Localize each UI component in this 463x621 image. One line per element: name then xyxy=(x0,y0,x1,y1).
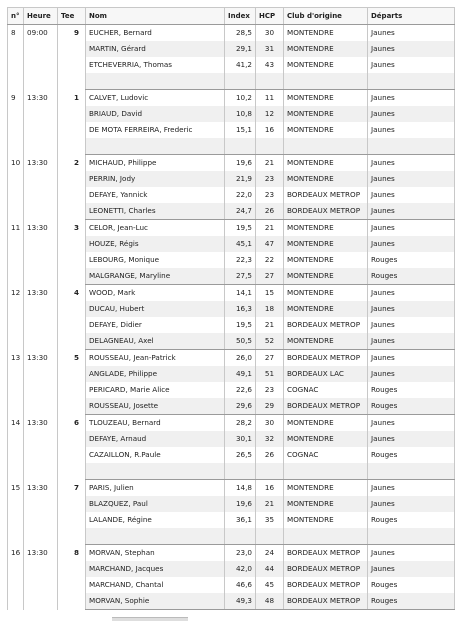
table-row[interactable] xyxy=(8,545,455,562)
player-departure: Rouges xyxy=(368,593,455,610)
player-index: 19,5 xyxy=(225,317,256,333)
player-club: COGNAC xyxy=(284,382,368,398)
tee-number: 1 xyxy=(58,90,86,155)
player-hcp: 35 xyxy=(256,512,284,528)
player-departure: Jaunes xyxy=(368,480,455,497)
col-header-heure[interactable]: Heure xyxy=(24,8,58,25)
start-time: 13:30 xyxy=(24,155,58,220)
player-departure: Jaunes xyxy=(368,333,455,350)
player-hcp: 11 xyxy=(256,90,284,107)
player-club: MONTENDRE xyxy=(284,301,368,317)
player-index: 42,0 xyxy=(225,561,256,577)
player-departure: Jaunes xyxy=(368,301,455,317)
player-name: BRIAUD, David xyxy=(86,106,225,122)
player-index: 22,0 xyxy=(225,187,256,203)
player-departure: Jaunes xyxy=(368,236,455,252)
player-club: MONTENDRE xyxy=(284,496,368,512)
player-name xyxy=(86,463,225,480)
player-club: MONTENDRE xyxy=(284,431,368,447)
player-hcp xyxy=(256,463,284,480)
player-index: 29,1 xyxy=(225,41,256,57)
player-club xyxy=(284,463,368,480)
group-number: 10 xyxy=(8,155,24,220)
player-club: MONTENDRE xyxy=(284,106,368,122)
player-club xyxy=(284,138,368,155)
player-name: PERRIN, Jody xyxy=(86,171,225,187)
group-number: 11 xyxy=(8,220,24,285)
player-name: DEFAYE, Didier xyxy=(86,317,225,333)
player-departure: Jaunes xyxy=(368,350,455,367)
player-hcp: 21 xyxy=(256,220,284,237)
player-hcp: 32 xyxy=(256,431,284,447)
tee-number: 9 xyxy=(58,25,86,90)
player-index xyxy=(225,73,256,90)
player-hcp: 27 xyxy=(256,268,284,285)
col-header-n[interactable]: n° xyxy=(8,8,24,25)
player-name: MARTIN, Gérard xyxy=(86,41,225,57)
player-departure: Jaunes xyxy=(368,25,455,42)
player-departure: Jaunes xyxy=(368,431,455,447)
tee-number: 4 xyxy=(58,285,86,350)
player-index: 14,1 xyxy=(225,285,256,302)
player-club: MONTENDRE xyxy=(284,25,368,42)
player-hcp: 23 xyxy=(256,187,284,203)
player-index: 49,1 xyxy=(225,366,256,382)
player-hcp: 31 xyxy=(256,41,284,57)
player-index: 49,3 xyxy=(225,593,256,610)
player-club: BORDEAUX METROP xyxy=(284,561,368,577)
player-hcp: 18 xyxy=(256,301,284,317)
col-header-club[interactable]: Club d'origine xyxy=(284,8,368,25)
page-footer-fragment xyxy=(112,617,188,621)
player-index: 30,1 xyxy=(225,431,256,447)
player-club: MONTENDRE xyxy=(284,41,368,57)
player-club: BORDEAUX METROP xyxy=(284,593,368,610)
start-time: 13:30 xyxy=(24,350,58,415)
player-departure: Rouges xyxy=(368,268,455,285)
player-name: MARCHAND, Jacques xyxy=(86,561,225,577)
player-index: 19,6 xyxy=(225,155,256,172)
tee-number: 7 xyxy=(58,480,86,545)
tee-number: 5 xyxy=(58,350,86,415)
player-hcp: 23 xyxy=(256,171,284,187)
player-hcp: 43 xyxy=(256,57,284,73)
player-departure: Jaunes xyxy=(368,220,455,237)
player-index: 19,6 xyxy=(225,496,256,512)
player-departure: Jaunes xyxy=(368,496,455,512)
player-index: 22,6 xyxy=(225,382,256,398)
player-name: CAZAILLON, R.Paule xyxy=(86,447,225,463)
group-number: 14 xyxy=(8,415,24,480)
player-hcp: 51 xyxy=(256,366,284,382)
player-departure xyxy=(368,528,455,545)
player-name: DUCAU, Hubert xyxy=(86,301,225,317)
player-index: 24,7 xyxy=(225,203,256,220)
player-hcp: 29 xyxy=(256,398,284,415)
player-name: DEFAYE, Arnaud xyxy=(86,431,225,447)
player-name: ROUSSEAU, Jean-Patrick xyxy=(86,350,225,367)
player-departure: Rouges xyxy=(368,512,455,528)
player-name: ROUSSEAU, Josette xyxy=(86,398,225,415)
player-index: 16,3 xyxy=(225,301,256,317)
start-time: 13:30 xyxy=(24,285,58,350)
player-hcp: 16 xyxy=(256,122,284,138)
player-departure xyxy=(368,73,455,90)
player-hcp: 52 xyxy=(256,333,284,350)
player-name: PARIS, Julien xyxy=(86,480,225,497)
player-name: BLAZQUEZ, Paul xyxy=(86,496,225,512)
player-club xyxy=(284,73,368,90)
player-name: LALANDE, Régine xyxy=(86,512,225,528)
player-index: 26,5 xyxy=(225,447,256,463)
player-club: BORDEAUX METROP xyxy=(284,577,368,593)
player-departure: Jaunes xyxy=(368,90,455,107)
player-departure: Jaunes xyxy=(368,155,455,172)
tee-number: 6 xyxy=(58,415,86,480)
player-club: MONTENDRE xyxy=(284,57,368,73)
player-hcp: 23 xyxy=(256,382,284,398)
player-club: MONTENDRE xyxy=(284,90,368,107)
player-hcp: 21 xyxy=(256,317,284,333)
tee-number: 3 xyxy=(58,220,86,285)
player-name: MORVAN, Sophie xyxy=(86,593,225,610)
player-club: BORDEAUX METROP xyxy=(284,350,368,367)
player-hcp: 48 xyxy=(256,593,284,610)
player-name: TLOUZEAU, Bernard xyxy=(86,415,225,432)
player-departure: Jaunes xyxy=(368,187,455,203)
tee-number: 8 xyxy=(58,545,86,610)
player-hcp xyxy=(256,73,284,90)
player-name: DELAGNEAU, Axel xyxy=(86,333,225,350)
player-departure: Jaunes xyxy=(368,561,455,577)
player-hcp: 21 xyxy=(256,155,284,172)
player-index: 28,2 xyxy=(225,415,256,432)
player-club: BORDEAUX METROP xyxy=(284,317,368,333)
player-index xyxy=(225,138,256,155)
player-departure: Rouges xyxy=(368,252,455,268)
player-departure: Jaunes xyxy=(368,415,455,432)
player-club: BORDEAUX METROP xyxy=(284,545,368,562)
player-index: 10,8 xyxy=(225,106,256,122)
start-time: 13:30 xyxy=(24,220,58,285)
table-row[interactable] xyxy=(8,415,455,432)
player-index xyxy=(225,463,256,480)
player-departure xyxy=(368,463,455,480)
player-index: 23,0 xyxy=(225,545,256,562)
player-departure: Jaunes xyxy=(368,41,455,57)
tee-number: 2 xyxy=(58,155,86,220)
player-departure xyxy=(368,138,455,155)
col-header-departs[interactable]: Départs xyxy=(368,8,455,25)
player-index: 41,2 xyxy=(225,57,256,73)
player-departure: Jaunes xyxy=(368,545,455,562)
table-row[interactable] xyxy=(8,90,455,107)
col-header-nom[interactable]: Nom xyxy=(86,8,225,25)
table-row[interactable] xyxy=(8,220,455,237)
player-name: DEFAYE, Yannick xyxy=(86,187,225,203)
player-hcp: 26 xyxy=(256,447,284,463)
table-header xyxy=(8,8,455,25)
player-name: DE MOTA FERREIRA, Frederic xyxy=(86,122,225,138)
player-hcp xyxy=(256,138,284,155)
player-index: 46,6 xyxy=(225,577,256,593)
player-name: MICHAUD, Philippe xyxy=(86,155,225,172)
player-club: MONTENDRE xyxy=(284,252,368,268)
col-header-hcp[interactable]: HCP xyxy=(256,8,284,25)
group-number: 8 xyxy=(8,25,24,90)
player-club: MONTENDRE xyxy=(284,220,368,237)
player-name xyxy=(86,528,225,545)
player-hcp: 22 xyxy=(256,252,284,268)
player-departure: Jaunes xyxy=(368,317,455,333)
player-hcp: 24 xyxy=(256,545,284,562)
player-hcp: 30 xyxy=(256,415,284,432)
player-club: BORDEAUX METROP xyxy=(284,203,368,220)
table-row[interactable] xyxy=(8,285,455,302)
player-departure: Jaunes xyxy=(368,122,455,138)
player-club: BORDEAUX LAC xyxy=(284,366,368,382)
group-number: 16 xyxy=(8,545,24,610)
player-departure: Rouges xyxy=(368,382,455,398)
player-club: MONTENDRE xyxy=(284,480,368,497)
player-departure: Rouges xyxy=(368,447,455,463)
tee-time-table xyxy=(7,7,455,610)
player-name: MARCHAND, Chantal xyxy=(86,577,225,593)
player-index: 14,8 xyxy=(225,480,256,497)
player-hcp: 21 xyxy=(256,496,284,512)
player-name: CALVET, Ludovic xyxy=(86,90,225,107)
player-hcp: 27 xyxy=(256,350,284,367)
col-header-tee[interactable]: Tee xyxy=(58,8,86,25)
player-index: 19,5 xyxy=(225,220,256,237)
player-index: 36,1 xyxy=(225,512,256,528)
group-number: 15 xyxy=(8,480,24,545)
player-name xyxy=(86,73,225,90)
table-row[interactable] xyxy=(8,25,455,42)
player-departure: Jaunes xyxy=(368,171,455,187)
table-body xyxy=(8,25,455,610)
table-row[interactable] xyxy=(8,155,455,172)
player-hcp: 44 xyxy=(256,561,284,577)
player-hcp xyxy=(256,528,284,545)
start-time: 13:30 xyxy=(24,415,58,480)
player-name: ETCHEVERRIA, Thomas xyxy=(86,57,225,73)
start-time: 09:00 xyxy=(24,25,58,90)
player-hcp: 47 xyxy=(256,236,284,252)
start-time: 13:30 xyxy=(24,90,58,155)
player-club: MONTENDRE xyxy=(284,155,368,172)
player-name: MALGRANGE, Maryline xyxy=(86,268,225,285)
player-hcp: 15 xyxy=(256,285,284,302)
player-club: MONTENDRE xyxy=(284,171,368,187)
player-name: MORVAN, Stephan xyxy=(86,545,225,562)
player-name: EUCHER, Bernard xyxy=(86,25,225,42)
player-index: 50,5 xyxy=(225,333,256,350)
player-index: 27,5 xyxy=(225,268,256,285)
player-club: MONTENDRE xyxy=(284,285,368,302)
col-header-index[interactable]: Index xyxy=(225,8,256,25)
player-club: BORDEAUX METROP xyxy=(284,187,368,203)
player-departure: Jaunes xyxy=(368,285,455,302)
player-index: 21,9 xyxy=(225,171,256,187)
player-hcp: 26 xyxy=(256,203,284,220)
player-hcp: 30 xyxy=(256,25,284,42)
player-club: MONTENDRE xyxy=(284,415,368,432)
group-number: 9 xyxy=(8,90,24,155)
player-club xyxy=(284,528,368,545)
player-index: 22,3 xyxy=(225,252,256,268)
player-departure: Jaunes xyxy=(368,106,455,122)
player-index: 26,0 xyxy=(225,350,256,367)
player-club: MONTENDRE xyxy=(284,236,368,252)
player-name: HOUZE, Régis xyxy=(86,236,225,252)
player-club: COGNAC xyxy=(284,447,368,463)
player-club: MONTENDRE xyxy=(284,122,368,138)
player-departure: Rouges xyxy=(368,398,455,415)
start-time: 13:30 xyxy=(24,480,58,545)
player-club: MONTENDRE xyxy=(284,512,368,528)
player-departure: Jaunes xyxy=(368,57,455,73)
player-hcp: 12 xyxy=(256,106,284,122)
group-number: 13 xyxy=(8,350,24,415)
player-index: 29,6 xyxy=(225,398,256,415)
player-departure: Jaunes xyxy=(368,203,455,220)
table-row[interactable] xyxy=(8,350,455,367)
player-index: 45,1 xyxy=(225,236,256,252)
group-number: 12 xyxy=(8,285,24,350)
table-row[interactable] xyxy=(8,480,455,497)
player-index: 28,5 xyxy=(225,25,256,42)
player-departure: Rouges xyxy=(368,577,455,593)
player-name xyxy=(86,138,225,155)
player-club: MONTENDRE xyxy=(284,333,368,350)
player-index: 15,1 xyxy=(225,122,256,138)
player-hcp: 45 xyxy=(256,577,284,593)
player-index: 10,2 xyxy=(225,90,256,107)
player-name: ANGLADE, Philippe xyxy=(86,366,225,382)
start-time: 13:30 xyxy=(24,545,58,610)
player-hcp: 16 xyxy=(256,480,284,497)
player-club: BORDEAUX METROP xyxy=(284,398,368,415)
player-name: CELOR, Jean-Luc xyxy=(86,220,225,237)
player-name: LEBOURG, Monique xyxy=(86,252,225,268)
player-departure: Jaunes xyxy=(368,366,455,382)
player-index xyxy=(225,528,256,545)
player-name: WOOD, Mark xyxy=(86,285,225,302)
player-club: MONTENDRE xyxy=(284,268,368,285)
player-name: PERICARD, Marie Alice xyxy=(86,382,225,398)
player-name: LEONETTI, Charles xyxy=(86,203,225,220)
